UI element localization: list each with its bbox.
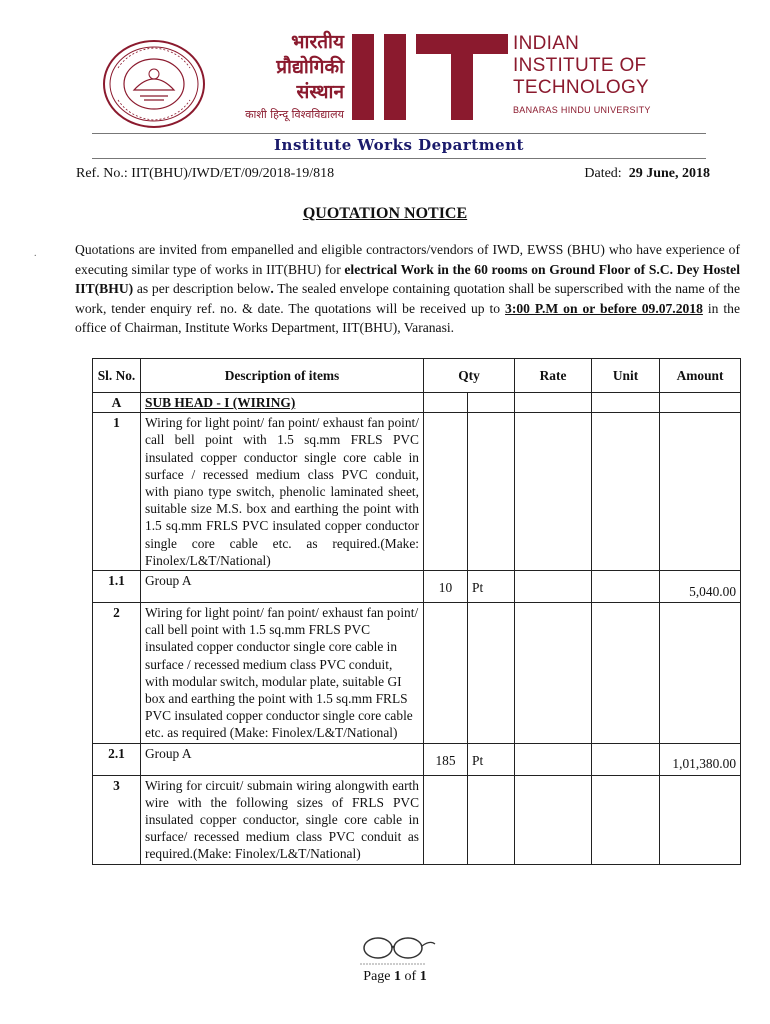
para-dot: . <box>270 281 274 297</box>
row-sl: 1 <box>93 413 141 571</box>
row-qty <box>424 413 468 571</box>
hindi-institute-name <box>222 30 344 123</box>
page-total: 1 <box>419 969 427 984</box>
para-text-4: in the office of Chairman, Institute Works Department, IIT(BHU), Varanasi. <box>75 300 741 336</box>
row-description: Wiring for light point/ fan point/ exhaust fan point/ call bell point with 1.5 sq.mm FRLS PVC insulated copper conductor single core cable in surface / recessed medium class PVC conduit, with modular switch, modular plate, suitable GI box and earthing the point with 1.5 sq.mm FRLS PVC insulated copper conductor single core cable etc. as required (Make: Finolex/L&T/National) <box>141 603 424 744</box>
header-description: Description of items <box>141 359 424 393</box>
row-amount: 1,01,380.00 <box>660 743 741 775</box>
para-text-1: Quotations are invited from empanelled and eligible contractors/vendors of IWD, EWSS (BHU) who have experience of executing similar type of works in IIT(BHU) for <box>75 242 740 277</box>
table-header-row <box>93 359 741 393</box>
english-line-3: TECHNOLOGY <box>513 77 650 98</box>
row-qty-unit: Pt <box>468 571 515 603</box>
row-qty-unit: Pt <box>468 743 515 775</box>
reference-number: Ref. No.: IIT(BHU)/IWD/ET/09/2018-19/818 <box>76 166 335 181</box>
para-text-3: The sealed envelope containing quotation shall be superscribed with the name of the work, tender enquiry ref. no. & date. The quotations will be received up to <box>75 281 740 316</box>
row-rate <box>515 603 592 744</box>
row-rate <box>515 413 592 571</box>
dated-value: 29 June, 2018 <box>628 166 710 181</box>
english-line-1: INDIAN <box>513 33 580 54</box>
table-row <box>93 413 741 571</box>
hindi-line-3: संस्थान <box>296 81 344 103</box>
row-qty <box>424 775 468 864</box>
row-rate <box>515 393 592 413</box>
row-amount <box>660 393 741 413</box>
row-description: Wiring for circuit/ submain wiring alongwith earth wire with the following sizes of FRLS PVC insulated copper conductor, single core cable in surface/ recessed medium class PVC conduit as required.(Make: Finolex/L&T/National) <box>141 775 424 864</box>
row-unit <box>592 603 660 744</box>
row-unit <box>592 775 660 864</box>
dated-line <box>584 166 710 182</box>
row-description: Wiring for light point/ fan point/ exhaust fan point/ call bell point with 1.5 sq.mm FRLS PVC insulated copper conductor single core cable in surface / recessed medium class PVC conduit, with piano type switch, phenolic laminated sheet, suitable size M.S. box and earthing the point with 1.5 sq.mm FRLS PVC insulated copper conductor single core cable etc. as required.(Make: Finolex/L&T/National) <box>141 413 424 571</box>
row-qty-unit <box>468 413 515 571</box>
notice-title: QUOTATION NOTICE <box>302 205 468 222</box>
row-unit <box>592 571 660 603</box>
row-sl: 2.1 <box>93 743 141 775</box>
notice-paragraph <box>75 240 740 338</box>
row-amount: 5,040.00 <box>660 571 741 603</box>
hindi-line-2: प्रौद्योगिकी <box>276 56 344 78</box>
row-qty-unit <box>468 775 515 864</box>
header-sl: Sl. No. <box>93 359 141 393</box>
header-rule-top <box>92 133 706 134</box>
row-unit <box>592 743 660 775</box>
para-work-name: electrical Work in the 60 rooms on Ground Floor of S.C. Dey Hostel IIT(BHU) <box>75 261 740 297</box>
english-university: BANARAS HINDU UNIVERSITY <box>513 105 651 115</box>
row-sl: A <box>93 393 141 413</box>
table-row <box>93 393 741 413</box>
table-row <box>93 571 741 603</box>
table-row <box>93 743 741 775</box>
row-qty <box>424 603 468 744</box>
row-qty: 10 <box>424 571 468 603</box>
row-description: Group A <box>141 571 424 603</box>
row-sl: 3 <box>93 775 141 864</box>
dated-label: Dated: <box>584 166 622 181</box>
row-amount <box>660 603 741 744</box>
items-table <box>92 358 741 865</box>
row-rate <box>515 571 592 603</box>
institute-seal-logo <box>100 38 208 130</box>
header-unit: Unit <box>592 359 660 393</box>
header-amount: Amount <box>660 359 741 393</box>
row-unit <box>592 413 660 571</box>
row-sl: 1.1 <box>93 571 141 603</box>
table-row <box>93 603 741 744</box>
row-qty-unit <box>468 603 515 744</box>
hindi-university: काशी हिन्दू विश्वविद्यालय <box>245 108 344 121</box>
department-name: Institute Works Department <box>274 136 524 154</box>
iit-logo-mark <box>350 34 510 120</box>
row-sl: 2 <box>93 603 141 744</box>
row-amount <box>660 775 741 864</box>
para-deadline: 3:00 P.M on or before 09.07.2018 <box>505 300 703 316</box>
row-unit <box>592 393 660 413</box>
row-rate <box>515 775 592 864</box>
spectacles-emblem-icon <box>356 934 436 968</box>
page-prefix: Page <box>363 969 395 984</box>
row-amount <box>660 413 741 571</box>
row-description: SUB HEAD - I (WIRING) <box>141 393 424 413</box>
header-rule-bottom <box>92 158 706 159</box>
hindi-line-1: भारतीय <box>291 31 344 53</box>
row-qty-unit <box>468 393 515 413</box>
page-mid: of <box>401 969 420 984</box>
page-current: 1 <box>394 969 402 984</box>
row-qty <box>424 393 468 413</box>
para-text-2: as per description below <box>133 281 271 297</box>
page-number <box>0 969 770 985</box>
row-qty: 185 <box>424 743 468 775</box>
header-rate: Rate <box>515 359 592 393</box>
margin-mark: . <box>34 248 37 259</box>
table-row <box>93 775 741 864</box>
row-description: Group A <box>141 743 424 775</box>
row-rate <box>515 743 592 775</box>
english-institute-name <box>513 33 713 117</box>
english-line-2: INSTITUTE OF <box>513 55 647 76</box>
header-qty: Qty <box>424 359 515 393</box>
